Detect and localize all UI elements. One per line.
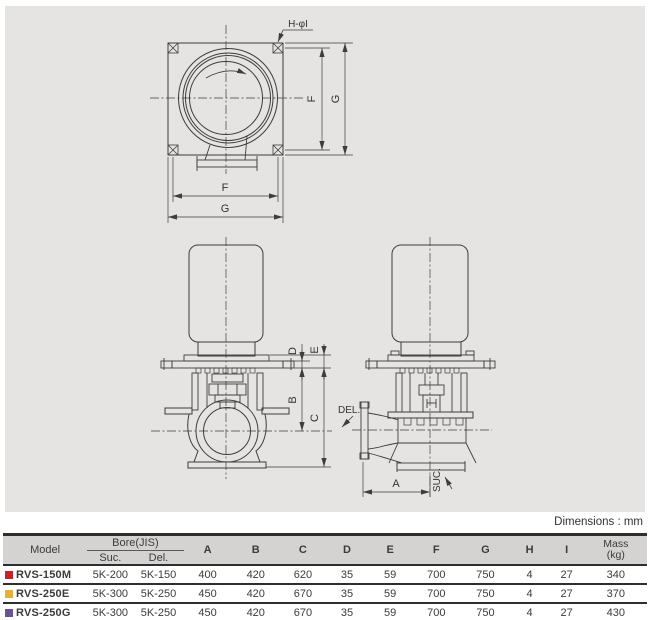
mass-column-header <box>585 535 647 566</box>
cell-h: 4 <box>526 587 533 600</box>
dim-label-g-horizontal: G <box>220 203 230 215</box>
cell-d: 35 <box>340 606 354 619</box>
delivery-column-header: Del. <box>133 551 183 566</box>
column-header-b: B <box>232 535 280 566</box>
cell-h: 4 <box>526 568 533 581</box>
cell-del: 5K-250 <box>140 606 177 619</box>
mass-header-line1: Mass <box>603 538 629 550</box>
dim-label-d: D <box>287 347 299 355</box>
cell-g: 750 <box>476 606 495 619</box>
cell-f: 700 <box>427 568 446 581</box>
column-header-h: H <box>510 535 548 566</box>
dim-label-f-horizontal: F <box>221 182 229 194</box>
cell-f: 700 <box>427 587 446 600</box>
cell-i: 27 <box>560 587 573 600</box>
table-row <box>3 603 647 620</box>
model-name: RVS-250G <box>16 606 71 619</box>
cell-mass: 430 <box>606 606 626 619</box>
model-column-header: Model <box>3 535 87 566</box>
column-header-i: I <box>549 535 585 566</box>
column-header-e: E <box>368 535 412 566</box>
cell-d: 35 <box>340 587 354 600</box>
column-header-c: C <box>280 535 326 566</box>
suction-label: SUC. <box>432 468 443 492</box>
dim-label-e: E <box>309 346 321 354</box>
column-header-f: F <box>412 535 460 566</box>
cell-mass: 370 <box>606 587 626 600</box>
cell-d: 35 <box>340 568 354 581</box>
cell-f: 700 <box>427 606 446 619</box>
cell-i: 27 <box>560 568 573 581</box>
cell-i: 27 <box>560 606 573 619</box>
cell-a: 450 <box>198 606 217 619</box>
delivery-label: DEL. <box>338 405 361 416</box>
model-cell <box>3 584 87 603</box>
hole-label: H-φI <box>288 19 308 30</box>
table-body <box>3 565 647 620</box>
model-name: RVS-250E <box>16 587 70 600</box>
cell-mass: 340 <box>606 568 626 581</box>
dim-label-g-vertical: G <box>330 94 342 104</box>
drawing-panel-background <box>5 6 645 512</box>
bore-group-header: Bore(JIS) <box>87 535 183 551</box>
cell-g: 750 <box>476 587 495 600</box>
cell-c: 670 <box>293 587 313 600</box>
column-header-d: D <box>326 535 368 566</box>
cell-b: 420 <box>246 606 265 619</box>
cell-a: 450 <box>198 587 217 600</box>
dim-label-f-vertical: F <box>306 95 318 103</box>
cell-e: 59 <box>384 568 397 581</box>
cell-b: 420 <box>246 568 265 581</box>
model-cell <box>3 565 87 584</box>
cell-suc: 5K-300 <box>92 606 129 619</box>
cell-e: 59 <box>384 587 397 600</box>
cell-c: 620 <box>293 568 313 581</box>
cell-e: 59 <box>384 606 397 619</box>
mass-header-line2: (kg) <box>606 549 625 561</box>
dim-label-c: C <box>309 414 321 422</box>
dim-label-b: B <box>287 396 299 404</box>
cell-c: 670 <box>293 606 313 619</box>
model-name: RVS-150M <box>16 568 72 581</box>
column-header-g: G <box>460 535 510 566</box>
cell-b: 420 <box>246 587 265 600</box>
dimensions-note: Dimensions : mm <box>554 516 643 528</box>
dim-label-a: A <box>392 478 400 490</box>
cell-a: 400 <box>198 568 217 581</box>
table-row <box>3 584 647 603</box>
model-cell <box>3 603 87 620</box>
model-color-swatch <box>5 571 13 579</box>
cell-suc: 5K-200 <box>92 568 129 581</box>
table-row <box>3 565 647 584</box>
cell-suc: 5K-300 <box>92 587 129 600</box>
suction-column-header: Suc. <box>87 551 133 566</box>
model-color-swatch <box>5 609 13 617</box>
cell-del: 5K-150 <box>140 568 177 581</box>
cell-h: 4 <box>526 606 533 619</box>
column-header-a: A <box>184 535 232 566</box>
cell-g: 750 <box>476 568 495 581</box>
model-color-swatch <box>5 590 13 598</box>
cell-del: 5K-250 <box>140 587 177 600</box>
specification-table <box>3 533 647 620</box>
